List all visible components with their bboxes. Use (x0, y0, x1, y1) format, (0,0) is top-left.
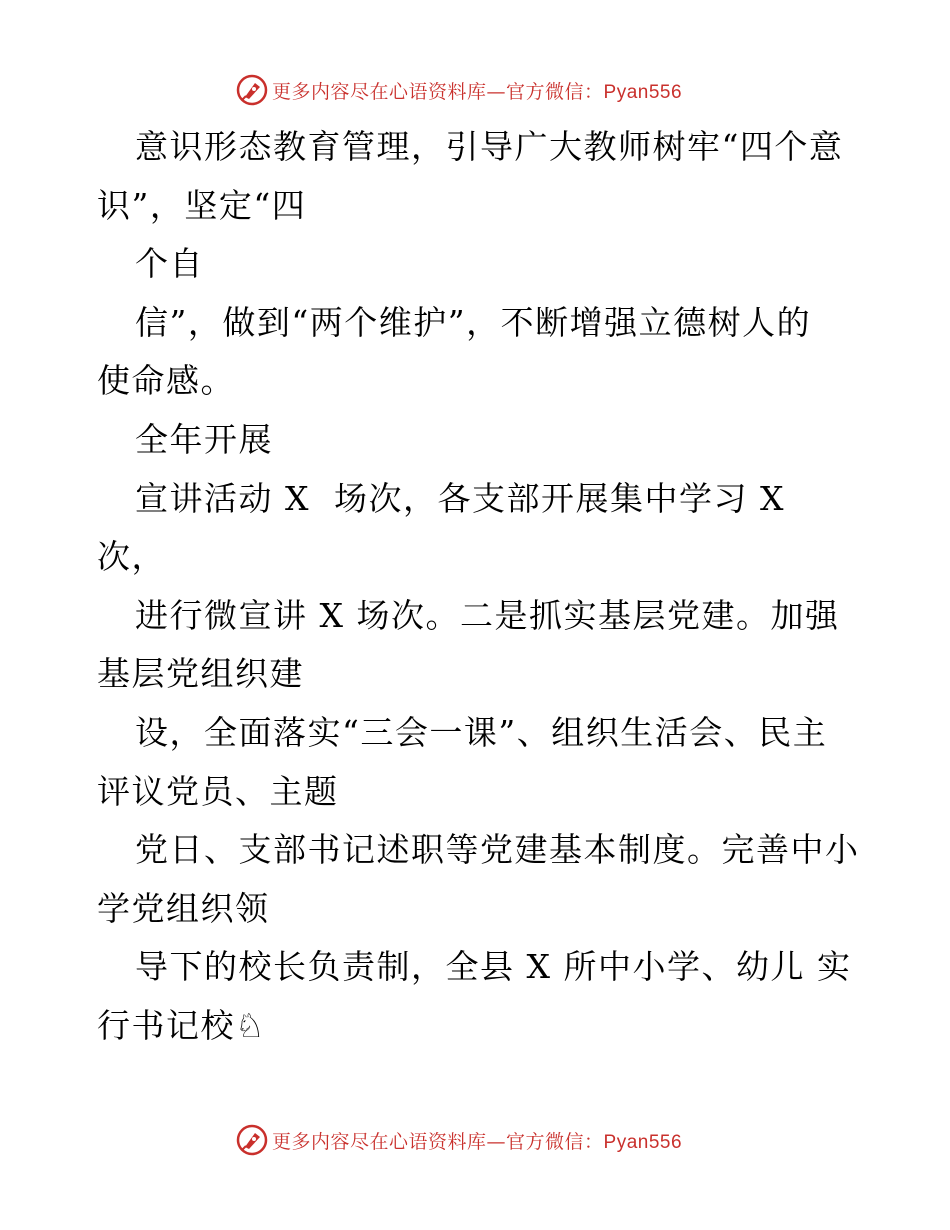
text-line: 意识形态教育管理，引导广大教师树牢“四个意 (135, 127, 844, 166)
text-line: 进行微宣讲 X 场次。二是抓实基层党建。加强 (135, 595, 840, 635)
text-line: 设，全面落实“三会一课”、组织生活会、民主 (135, 712, 828, 752)
text-line: 评议党员、主题 (97, 771, 339, 811)
text-line: 全年开展 (135, 419, 273, 459)
footer-watermark (0, 1120, 950, 1160)
text-line: 使命感。 (97, 361, 235, 401)
text-line: 导下的校长负责制，全县 X 所中小学、幼儿 实 (135, 947, 852, 987)
header-watermark (0, 70, 950, 110)
watermark-text: 更多内容尽在心语资料库—官方微信：Pyan556 (272, 80, 683, 103)
watermark-text: 更多内容尽在心语资料库—官方微信：Pyan556 (272, 1130, 683, 1153)
text-line: 个自 (135, 244, 204, 284)
text-line: 行书记校♘ (97, 1005, 267, 1045)
text-line: 识”，坚定“四 (97, 185, 307, 225)
text-line: 学党组织领 (97, 888, 270, 928)
pen-nib-logo-icon (236, 74, 268, 106)
text-line: 信”，做到“两个维护”，不断增强立德树人的 (135, 302, 812, 342)
text-line: 党日、支部书记述职等党建基本制度。完善中小 (135, 830, 860, 870)
text-line: 次， (97, 537, 166, 577)
text-line: 基层党组织建 (97, 654, 304, 694)
pen-nib-logo-icon (236, 1124, 268, 1156)
text-line: 宣讲活动 X 场次，各支部开展集中学习 X (135, 478, 785, 518)
document-body (97, 118, 860, 1056)
